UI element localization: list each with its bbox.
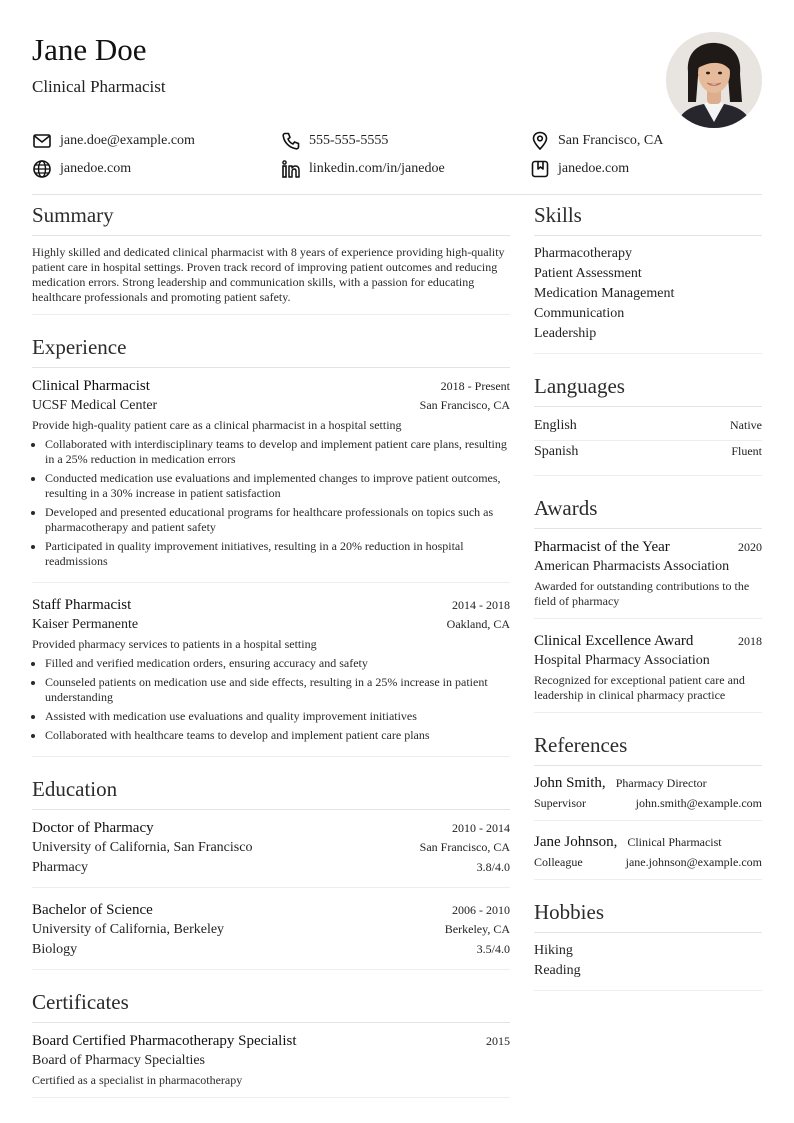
- profile-photo-illustration: [666, 32, 762, 128]
- reference-relation: Colleague: [534, 855, 583, 869]
- contact-phone-text: 555-555-5555: [309, 133, 389, 148]
- map-pin-icon: [530, 131, 550, 151]
- language-row: [534, 415, 762, 441]
- job-title: Clinical Pharmacist: [32, 378, 150, 394]
- left-column: [32, 195, 510, 1110]
- award-org: Hospital Pharmacy Association: [534, 653, 710, 668]
- bookmark-square-icon: [530, 159, 550, 179]
- skills-heading: Skills: [534, 195, 762, 236]
- languages-block: [534, 415, 762, 476]
- award-description: Recognized for exceptional patient care and leadership in clinical pharmacy practice: [534, 673, 745, 702]
- job-bullet: • Counseled patients on medication use and side effects, resulting in a 25% increase in patient understanding: [45, 675, 510, 705]
- hobby-item: Reading: [534, 963, 581, 978]
- certificate-description: Certified as a specialist in pharmacotherapy: [32, 1073, 243, 1087]
- summary-block: [32, 244, 510, 315]
- globe-icon: [32, 159, 52, 179]
- job-bullet: • Collaborated with interdisciplinary teams to develop and implement patient care plans, resulting in a 25% reduction in medication errors: [45, 437, 510, 467]
- right-column: [534, 195, 762, 1110]
- resume-header: [32, 0, 762, 132]
- contact-location-text: San Francisco, CA: [558, 133, 664, 148]
- reference-item: [534, 833, 762, 880]
- contact-website[interactable]: [32, 160, 281, 178]
- field-of-study: Pharmacy: [32, 860, 88, 875]
- candidate-name: Jane Doe: [32, 32, 147, 67]
- experience-item: [32, 376, 510, 583]
- contact-list: [32, 132, 762, 178]
- skill-item: Communication: [534, 306, 625, 321]
- contact-linkedin[interactable]: [281, 160, 530, 178]
- reference-item: [534, 774, 762, 821]
- skill-item: Patient Assessment: [534, 266, 642, 281]
- school-name: University of California, Berkeley: [32, 922, 225, 937]
- references-heading: References: [534, 725, 762, 766]
- job-title: Staff Pharmacist: [32, 597, 132, 613]
- language-name: Spanish: [534, 444, 579, 459]
- hobbies-heading: Hobbies: [534, 892, 762, 933]
- award-name: Clinical Excellence Award: [534, 633, 694, 649]
- degree-name: Doctor of Pharmacy: [32, 820, 154, 836]
- gpa: 3.5/4.0: [476, 942, 510, 956]
- education-item: [32, 900, 510, 970]
- contact-portfolio[interactable]: [530, 160, 762, 178]
- job-dates: 2014 - 2018: [452, 598, 510, 612]
- reference-email[interactable]: jane.johnson@example.com: [625, 855, 762, 869]
- education-dates: 2006 - 2010: [452, 903, 510, 917]
- education-dates: 2010 - 2014: [452, 821, 510, 835]
- job-dates: 2018 - Present: [440, 379, 510, 393]
- skill-item: Leadership: [534, 326, 597, 341]
- job-bullet: • Collaborated with healthcare teams to develop and implement patient care plans: [45, 728, 510, 743]
- job-bullet: • Conducted medication use evaluations and implemented changes to improve patient outcomes, resulting in a 30% increase in patient satisfaction: [45, 471, 510, 501]
- school-location: Berkeley, CA: [444, 922, 510, 936]
- resume-body: [32, 195, 762, 1110]
- field-of-study: Biology: [32, 942, 78, 957]
- degree-name: Bachelor of Science: [32, 902, 153, 918]
- job-location: Oakland, CA: [446, 617, 510, 631]
- contact-email[interactable]: [32, 132, 281, 150]
- languages-heading: Languages: [534, 366, 762, 407]
- profile-photo: [666, 32, 762, 128]
- award-item: [534, 537, 762, 619]
- phone-icon: [281, 131, 301, 151]
- job-bullet: • Filled and verified medication orders, ensuring accuracy and safety: [45, 656, 510, 671]
- contact-location: [530, 132, 762, 150]
- skills-block: [534, 244, 762, 354]
- reference-relation: Supervisor: [534, 796, 586, 810]
- award-org: American Pharmacists Association: [534, 559, 730, 574]
- job-bullet: • Developed and presented educational programs for healthcare professionals on topics such as pharmacotherapy and patient safety: [45, 505, 510, 535]
- certificate-year: 2015: [486, 1034, 510, 1048]
- award-name: Pharmacist of the Year: [534, 539, 670, 555]
- skill-item: Medication Management: [534, 286, 675, 301]
- job-company: Kaiser Permanente: [32, 617, 139, 632]
- certificate-name: Board Certified Pharmacotherapy Specialist: [32, 1033, 297, 1049]
- contact-phone[interactable]: [281, 132, 530, 150]
- envelope-icon: [32, 131, 52, 151]
- reference-role: Clinical Pharmacist: [627, 835, 722, 849]
- job-description: Provided pharmacy services to patients in a hospital setting: [32, 637, 317, 651]
- education-heading: Education: [32, 769, 510, 810]
- award-year: 2020: [738, 540, 762, 554]
- language-level: Native: [730, 418, 762, 432]
- award-year: 2018: [738, 634, 762, 648]
- job-bullet: • Assisted with medication use evaluations and quality improvement initiatives: [45, 709, 510, 724]
- certificate-item: [32, 1031, 510, 1098]
- contact-linkedin-text: linkedin.com/in/janedoe: [309, 161, 445, 176]
- reference-role: Pharmacy Director: [615, 776, 707, 790]
- language-name: English: [534, 418, 577, 433]
- certificate-issuer: Board of Pharmacy Specialties: [32, 1053, 206, 1068]
- experience-heading: Experience: [32, 327, 510, 368]
- reference-name: Jane Johnson,: [534, 834, 618, 850]
- job-bullet: • Participated in quality improvement initiatives, resulting in a 20% reduction in hospital readmissions: [45, 539, 510, 569]
- job-bullets: [32, 437, 510, 569]
- summary-heading: Summary: [32, 195, 510, 236]
- job-description: Provide high-quality patient care as a clinical pharmacist in a hospital setting: [32, 418, 402, 432]
- school-location: San Francisco, CA: [419, 840, 510, 854]
- language-row: [534, 441, 762, 466]
- job-bullets: [32, 656, 510, 743]
- contact-website-text: janedoe.com: [60, 161, 132, 176]
- job-location: San Francisco, CA: [419, 398, 510, 412]
- job-company: UCSF Medical Center: [32, 398, 158, 413]
- contact-portfolio-text: janedoe.com: [558, 161, 630, 176]
- linkedin-icon: [281, 159, 301, 179]
- reference-email[interactable]: john.smith@example.com: [635, 796, 762, 810]
- summary-text: Highly skilled and dedicated clinical pharmacist with 8 years of experience providing high-quality patient care in hospital settings. Proven track record of improving patient outcomes and reducing medication errors. Strong leadership and communication skills, with a passion for educating healthcare professionals and promoting patient safety.: [32, 245, 505, 304]
- award-description: Awarded for outstanding contributions to the field of pharmacy: [534, 579, 750, 608]
- gpa: 3.8/4.0: [476, 860, 510, 874]
- language-level: Fluent: [731, 444, 762, 458]
- award-item: [534, 631, 762, 713]
- skill-item: Pharmacotherapy: [534, 246, 632, 261]
- education-item: [32, 818, 510, 888]
- reference-name: John Smith,: [534, 775, 606, 791]
- contact-email-text: jane.doe@example.com: [60, 133, 195, 148]
- school-name: University of California, San Francisco: [32, 840, 253, 855]
- certificates-heading: Certificates: [32, 982, 510, 1023]
- candidate-title: Clinical Pharmacist: [32, 77, 166, 96]
- awards-heading: Awards: [534, 488, 762, 529]
- hobby-item: Hiking: [534, 943, 573, 958]
- experience-item: [32, 595, 510, 757]
- hobbies-block: [534, 941, 762, 991]
